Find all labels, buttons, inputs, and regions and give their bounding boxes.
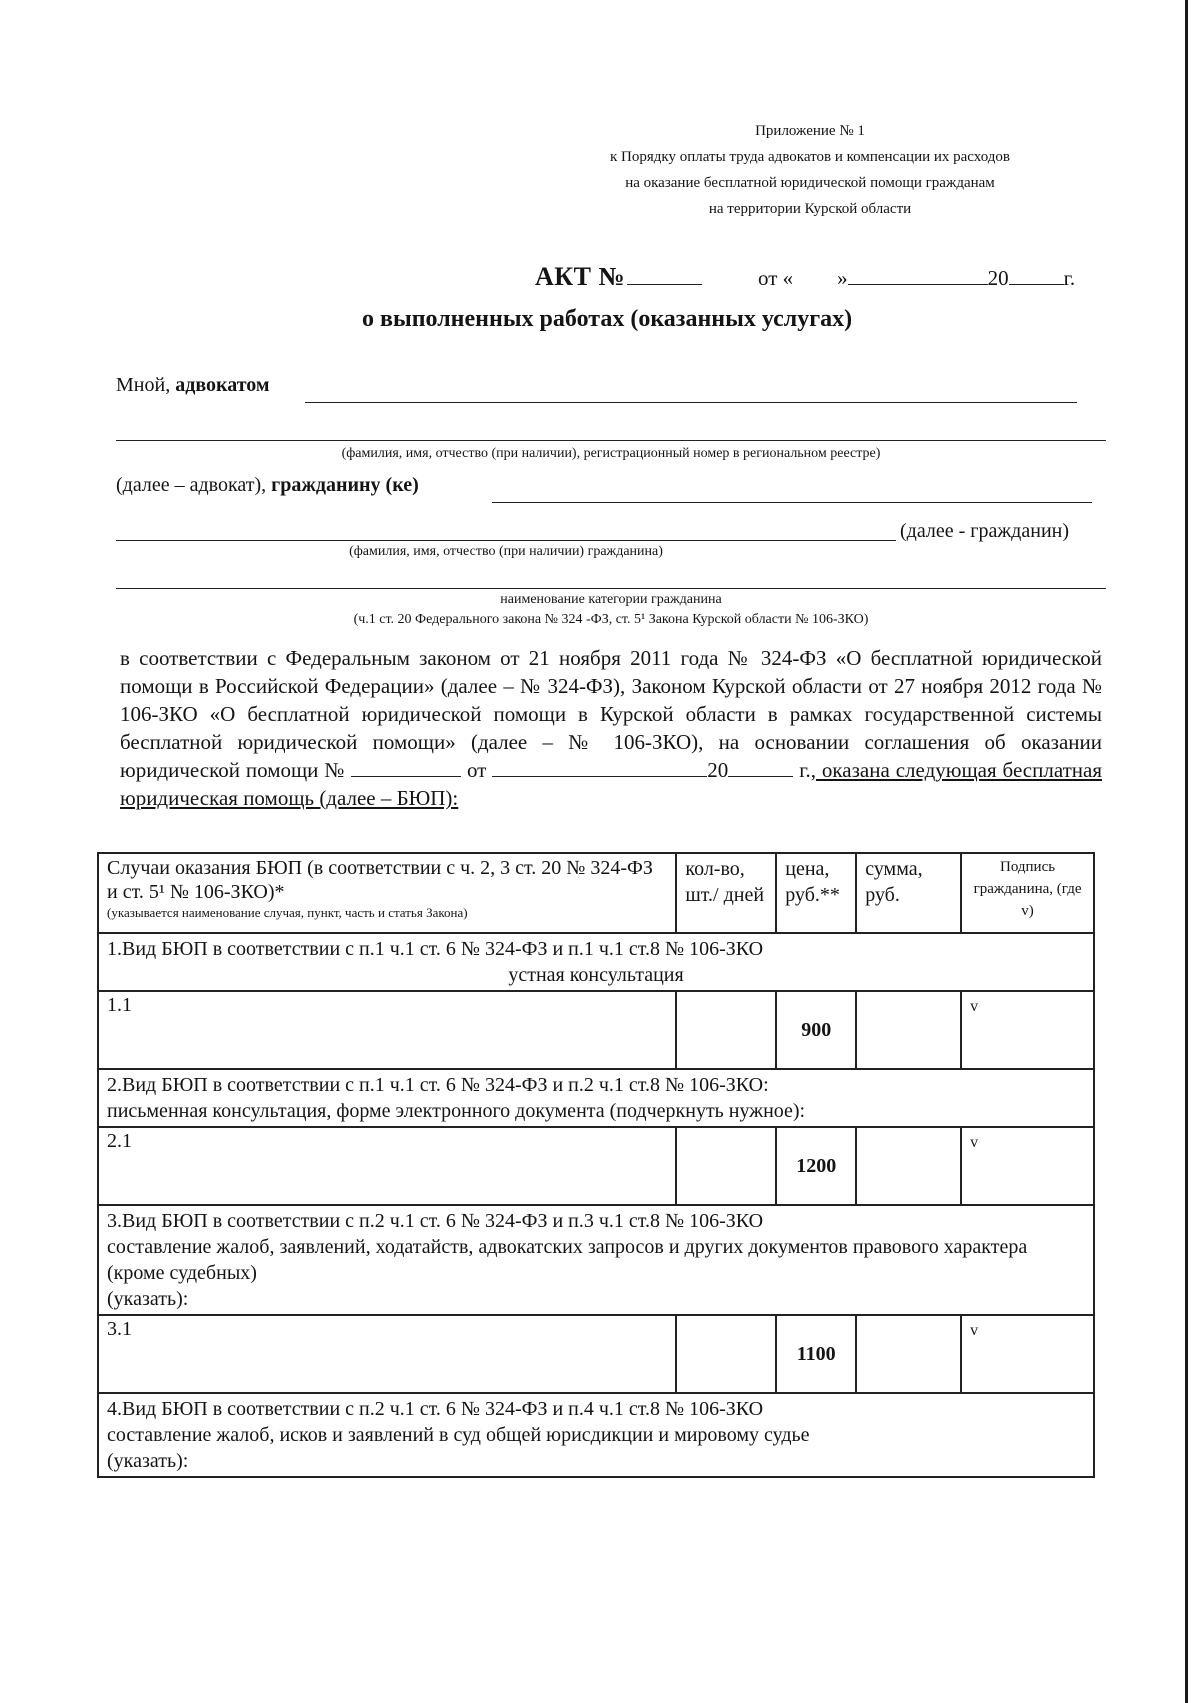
act-date <box>758 266 1075 291</box>
hereinafter-lawyer: (далее – адвокат), <box>116 474 272 496</box>
item-1-1-signature[interactable] <box>961 991 1094 1069</box>
section-3-title: 3.Вид БЮП в соответствии с п.2 ч.1 ст. 6 № 324-ФЗ и п.3 ч.1 ст.8 № 106-ЗКО <box>107 1210 764 1232</box>
item-1-1-price: 900 <box>776 991 856 1069</box>
item-1-1-mark: v <box>970 998 979 1015</box>
section-row <box>98 1393 1094 1477</box>
section-row <box>98 1069 1094 1127</box>
appendix-line-2: к Порядку оплаты труда адвокатов и компенсации их расходов <box>610 149 1010 165</box>
paragraph-year-suffix: г., <box>799 758 816 782</box>
section-4-subtitle: составление жалоб, исков и заявлений в суд общей юрисдикции и мировому судье <box>107 1424 810 1446</box>
table-row <box>98 1315 1094 1393</box>
item-2-1-signature[interactable] <box>961 1127 1094 1205</box>
section-3-subtitle: составление жалоб, заявлений, ходатайств, адвокатских запросов и других документов правового характера (кроме судебных) <box>107 1236 1028 1284</box>
appendix-line-1: Приложение № 1 <box>755 123 865 139</box>
section-row <box>98 933 1094 991</box>
lawyer-name-field-line2[interactable] <box>116 440 1106 441</box>
section-row <box>98 1205 1094 1315</box>
citizen-name-field-line2[interactable] <box>116 540 896 541</box>
item-3-1-signature[interactable] <box>961 1315 1094 1393</box>
appendix-line-3: на оказание бесплатной юридической помощи гражданам <box>625 175 995 191</box>
section-4-extra: (указать): <box>107 1450 189 1472</box>
item-2-1-price: 1200 <box>776 1127 856 1205</box>
section-4-title: 4.Вид БЮП в соответствии с п.2 ч.1 ст. 6 № 324-ФЗ и п.4 ч.1 ст.8 № 106-ЗКО <box>107 1398 764 1420</box>
paragraph-from: от <box>466 758 487 782</box>
act-quote-close: » <box>837 266 848 290</box>
header-quantity: кол-во, шт./ дней <box>676 853 776 933</box>
citizen-caption: (фамилия, имя, отчество (при наличии) гражданина) <box>349 544 663 559</box>
item-2-1: 2.1 <box>98 1127 676 1205</box>
act-year-prefix: 20 <box>987 266 1009 290</box>
paragraph-year: 20 <box>707 758 729 782</box>
section-3 <box>98 1205 1094 1315</box>
section-3-extra: (указать): <box>107 1288 189 1310</box>
section-2 <box>98 1069 1094 1127</box>
main-paragraph <box>120 644 1102 812</box>
table-row <box>98 1127 1094 1205</box>
header-cases-note: (указывается наименование случая, пункт, часть и статья Закона) <box>107 905 468 920</box>
header-price: цена, руб.** <box>776 853 856 933</box>
paragraph-text: в соответствии с Федеральным законом от 21 ноября 2011 года № 324-ФЗ «О бесплатной юридической помощи в Российской Федерации» (далее – № 324-ФЗ), Законом Курской области от 27 ноября 2012 года № 106-ЗКО «О бесплатной юридической помощи в Курской области в рамках государственной системы бесплатной юридической помощи» (далее – № 106-ЗКО), на основании соглашения об оказании юридической помощи № <box>120 646 1102 782</box>
item-3-1-sum[interactable] <box>856 1315 961 1393</box>
table-header-row <box>98 853 1094 933</box>
act-year-field[interactable] <box>1009 268 1064 285</box>
citizen-label <box>116 474 419 497</box>
section-2-subtitle: письменная консультация, форме электронного документа (подчеркнуть нужное): <box>107 1100 806 1122</box>
item-3-1-price: 1100 <box>776 1315 856 1393</box>
category-caption: наименование категории гражданина <box>500 592 722 607</box>
item-1-1-sum[interactable] <box>856 991 961 1069</box>
table-row <box>98 991 1094 1069</box>
category-law: (ч.1 ст. 20 Федерального закона № 324 -ФЗ, ст. 5¹ Закона Курской области № 106-ЗКО) <box>353 612 869 627</box>
services-table <box>97 852 1095 1478</box>
header-cases-main: Случаи оказания БЮП (в соответствии с ч. 2, 3 ст. 20 № 324-ФЗ и ст. 5¹ № 106-ЗКО)* <box>107 857 653 903</box>
lawyer-caption: (фамилия, имя, отчество (при наличии), регистрационный номер в региональном реестре) <box>341 446 881 461</box>
lawyer-label-bold: адвокатом <box>175 374 270 396</box>
hereinafter-citizen: (далее - гражданин) <box>900 520 1070 542</box>
lawyer-label <box>116 374 270 397</box>
item-2-1-quantity[interactable] <box>676 1127 776 1205</box>
agreement-year-field[interactable] <box>728 762 793 777</box>
act-title-label: АКТ № <box>535 262 626 291</box>
section-4 <box>98 1393 1094 1477</box>
lawyer-label-plain: Мной, <box>116 374 176 396</box>
section-1 <box>98 933 1094 991</box>
item-1-1: 1.1 <box>98 991 676 1069</box>
header-cases <box>98 853 676 933</box>
section-2-title: 2.Вид БЮП в соответствии с п.1 ч.1 ст. 6 № 324-ФЗ и п.2 ч.1 ст.8 № 106-ЗКО: <box>107 1074 769 1096</box>
item-2-1-mark: v <box>970 1134 979 1151</box>
agreement-date-field[interactable] <box>492 762 707 777</box>
act-month-field[interactable] <box>848 268 988 285</box>
header-sum: сумма, руб. <box>856 853 961 933</box>
item-2-1-sum[interactable] <box>856 1127 961 1205</box>
citizen-label-bold: гражданину (ке) <box>271 474 419 496</box>
act-year-suffix: г. <box>1063 266 1076 290</box>
paragraph-provided: оказана следующая бесплатная юридическая помощь (далее – БЮП): <box>120 758 1102 810</box>
item-3-1-mark: v <box>970 1322 979 1339</box>
act-number-field[interactable] <box>627 266 702 285</box>
act-title <box>535 262 702 292</box>
item-1-1-quantity[interactable] <box>676 991 776 1069</box>
section-1-subtitle: устная консультация <box>508 964 684 986</box>
lawyer-name-field[interactable] <box>305 402 1077 403</box>
act-subtitle: о выполненных работах (оказанных услугах) <box>362 306 853 332</box>
category-field[interactable] <box>116 588 1106 589</box>
section-1-title: 1.Вид БЮП в соответствии с п.1 ч.1 ст. 6 № 324-ФЗ и п.1 ч.1 ст.8 № 106-ЗКО <box>107 938 764 960</box>
item-3-1-quantity[interactable] <box>676 1315 776 1393</box>
header-signature: Подпись гражданина, (где v) <box>961 853 1094 933</box>
item-3-1: 3.1 <box>98 1315 676 1393</box>
citizen-name-field[interactable] <box>492 502 1092 503</box>
appendix-line-4: на территории Курской области <box>708 201 912 217</box>
act-from-label: от « <box>758 266 794 290</box>
agreement-number-field[interactable] <box>351 762 461 777</box>
appendix-header <box>520 118 1100 222</box>
